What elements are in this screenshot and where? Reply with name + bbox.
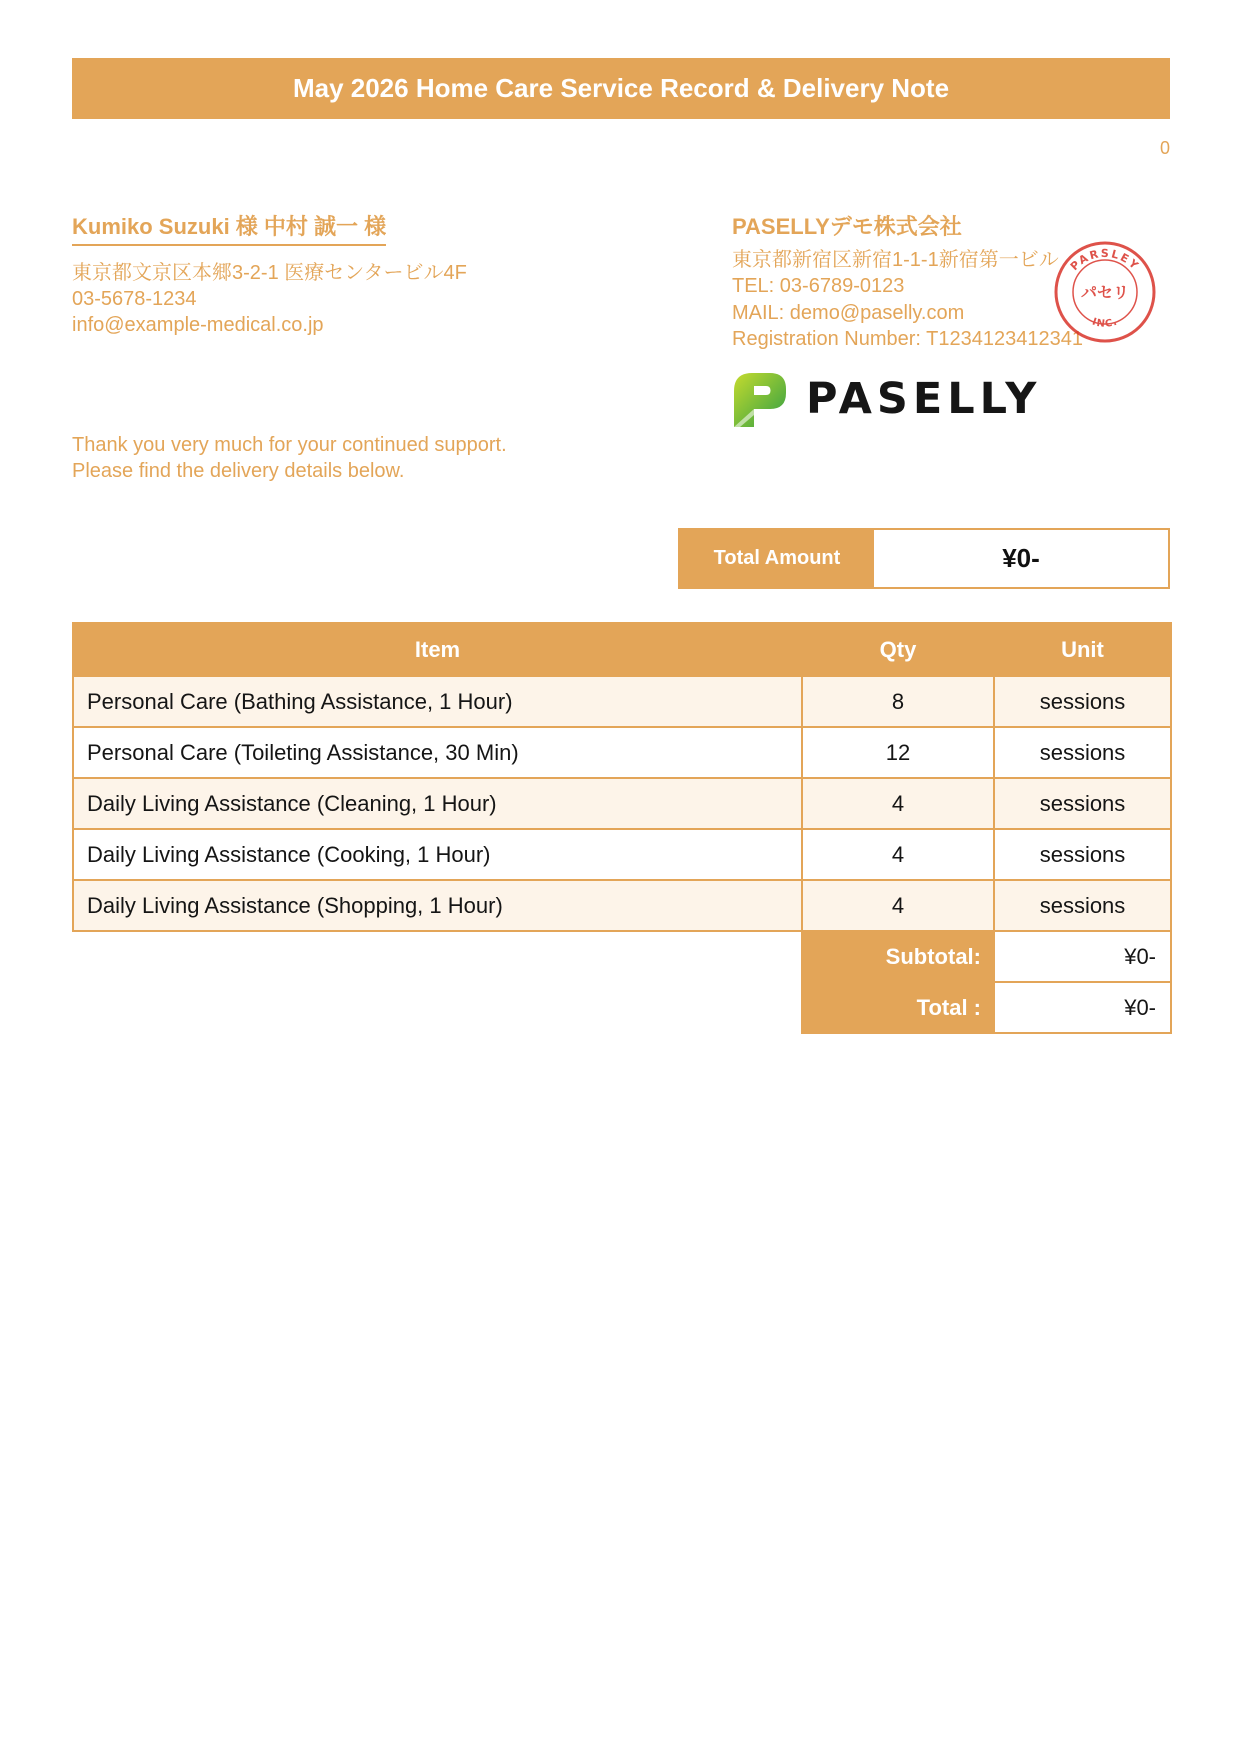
column-header-item: Item [73,623,802,676]
cell-unit: sessions [994,727,1171,778]
table-row [73,727,1171,778]
company-seal-stamp [1053,240,1157,344]
cell-item: Daily Living Assistance (Cleaning, 1 Hour) [73,778,802,829]
document-title: May 2026 Home Care Service Record & Delivery Note [72,58,1170,119]
company-registration-number: Registration Number: T1234123412341 [732,327,1083,350]
cell-item: Daily Living Assistance (Shopping, 1 Hour) [73,880,802,931]
seal-outer-bottom-text: INC. [1090,316,1120,330]
cell-qty: 12 [802,727,994,778]
cell-unit: sessions [994,676,1171,727]
total-row [73,982,1171,1033]
subtotal-value: ¥0- [994,931,1171,982]
logo-wordmark: PASELLY [806,373,1042,424]
table-row [73,778,1171,829]
total-value: ¥0- [994,982,1171,1033]
customer-address: 東京都文京区本郷3-2-1 医療センタービル4F [72,262,467,284]
customer-details [72,260,467,338]
cell-qty: 4 [802,880,994,931]
cell-unit: sessions [994,829,1171,880]
logo-leaf-icon [732,369,788,429]
greeting-line-1: Thank you very much for your continued support. [72,434,507,456]
company-mail: MAIL: demo@paselly.com [732,301,965,324]
seal-outer-top-text: PARSLEY [1067,246,1143,274]
seal-inner-text: パセリ [1080,283,1130,302]
cell-item: Daily Living Assistance (Cooking, 1 Hour) [73,829,802,880]
table-row [73,676,1171,727]
company-address: 東京都新宿区新宿1-1-1新宿第一ビル [732,249,1059,271]
subtotal-spacer [73,931,802,982]
cell-item: Personal Care (Bathing Assistance, 1 Hour) [73,676,802,727]
column-header-unit: Unit [994,623,1171,676]
cell-qty: 4 [802,829,994,880]
customer-email: info@example-medical.co.jp [72,314,324,336]
greeting-message [72,432,507,484]
company-logo [732,368,1041,430]
greeting-line-2: Please find the delivery details below. [72,460,405,482]
total-label: Total : [802,982,994,1033]
total-amount-label: Total Amount [680,530,874,587]
items-table [72,622,1172,1034]
customer-phone: 03-5678-1234 [72,288,197,310]
cell-qty: 4 [802,778,994,829]
column-header-qty: Qty [802,623,994,676]
total-spacer [73,982,802,1033]
customer-name: Kumiko Suzuki 様 中村 誠一 様 [72,214,386,246]
company-details [732,247,1083,352]
total-amount-value: ¥0- [1002,543,1040,573]
company-name: PASELLYデモ株式会社 [732,214,962,239]
company-tel: TEL: 03-6789-0123 [732,275,905,298]
subtotal-label: Subtotal: [802,931,994,982]
svg-text:INC. [1091,317,1120,330]
table-row [73,829,1171,880]
cell-unit: sessions [994,778,1171,829]
cell-unit: sessions [994,880,1171,931]
total-amount-box [678,528,1170,589]
cell-qty: 8 [802,676,994,727]
table-header-row [73,623,1171,676]
table-row [73,880,1171,931]
cell-item: Personal Care (Toileting Assistance, 30 Min) [73,727,802,778]
subtotal-row [73,931,1171,982]
page-number: 0 [1159,138,1170,158]
